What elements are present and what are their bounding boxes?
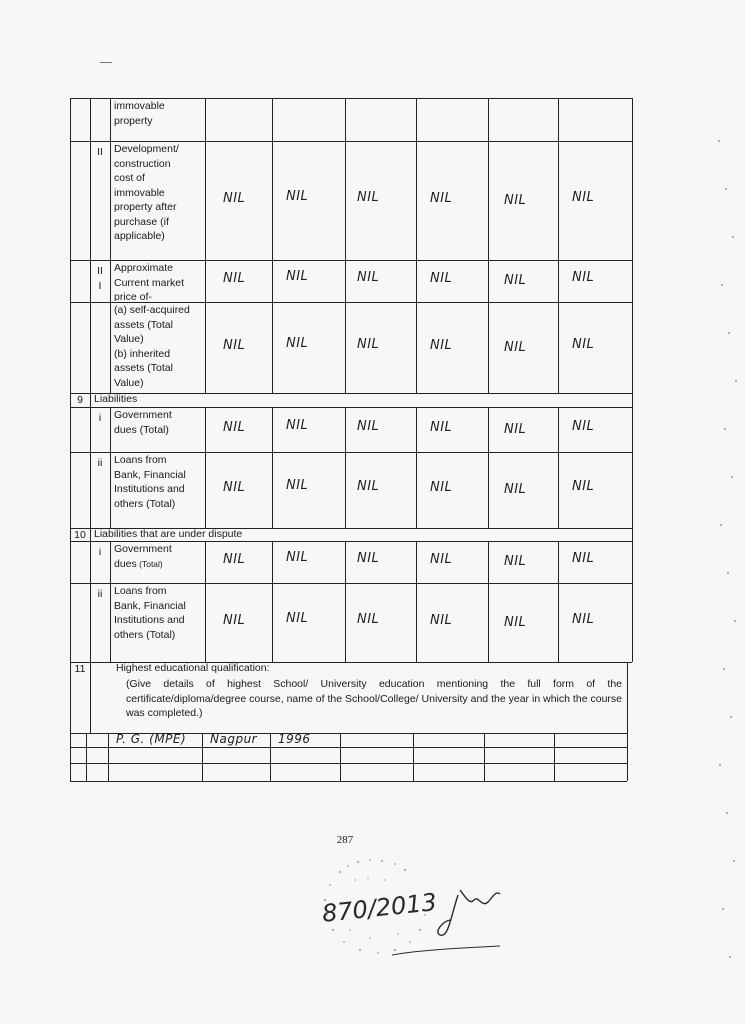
table-rule [110,407,111,452]
table-rule [416,141,417,260]
scan-speck [733,860,735,862]
table-rule [416,260,417,302]
handwritten-value: NIL [504,614,527,630]
table-rule [345,302,346,393]
handwritten-entry: 1996 [278,732,311,746]
scan-speck [729,956,731,958]
row-label: Development/ construction cost of immovable property after purchase (if applicable) [114,143,179,242]
row-number: 11 [74,663,86,675]
table-rule [90,98,91,141]
table-rule [627,662,628,733]
handwritten-value: NIL [357,479,380,494]
handwritten-value: NIL [572,479,595,494]
handwritten-value: NIL [223,337,246,353]
scan-speck [728,332,730,334]
table-rule [632,260,633,302]
table-rule [202,733,203,781]
scan-speck [730,716,732,718]
table-rule [70,763,627,764]
row-subnumber: i [98,546,102,558]
scan-speck [719,764,721,766]
scan-speck [726,812,728,814]
handwritten-value: NIL [504,421,527,437]
table-rule [70,528,71,541]
table-rule [70,452,71,528]
table-rule [345,260,346,302]
handwritten-entry: P. G. (MPE) [116,732,187,746]
table-rule [70,260,71,302]
table-rule [110,583,111,662]
handwritten-value: NIL [430,190,453,206]
table-rule [416,541,417,583]
table-rule [416,452,417,528]
table-rule [345,407,346,452]
table-rule [110,302,111,393]
scan-speck [723,668,725,670]
table-rule [488,541,489,583]
handwritten-value: NIL [357,270,380,285]
table-rule [632,141,633,260]
table-rule [488,407,489,452]
handwritten-value: NIL [430,480,453,495]
table-rule [110,452,111,528]
section-title: Highest educational qualification: [116,662,270,674]
table-rule [86,733,87,781]
handwritten-value: NIL [223,480,246,495]
scan-speck [727,572,729,574]
table-rule [488,583,489,662]
table-rule [488,452,489,528]
section-instructions: (Give details of highest School/ University education mentioning the full form of the certificate/diploma/degree course, name of the School/College/ University and the year in which the course was completed.) [126,678,622,719]
row-label-suffix: (Total) [136,558,163,569]
handwritten-value: NIL [286,417,309,433]
handwritten-value: NIL [430,552,453,567]
table-rule [488,302,489,393]
svg-text:870/2013: 870/2013 [320,888,439,928]
table-rule [70,393,71,407]
row-subnumber: II [97,146,103,158]
handwritten-value: NIL [430,419,453,435]
row-subnumber: ii [97,457,103,469]
row-label: (a) self-acquired assets (Total Value) (b) inherited assets (Total Value) [114,304,190,389]
table-rule [70,407,71,452]
row-subnumber: II I [97,265,103,292]
table-rule [488,141,489,260]
table-rule [413,733,414,781]
scan-speck [720,524,722,526]
handwritten-value: NIL [572,611,595,627]
row-label: Government dues (Total) [114,409,172,436]
table-rule [205,98,206,141]
handwritten-value: NIL [572,551,595,566]
handwritten-value: NIL [504,554,527,569]
table-rule [272,98,273,141]
handwritten-value: NIL [572,189,595,205]
table-rule [416,302,417,393]
handwritten-value: NIL [223,612,246,628]
row-subnumber: i [98,412,102,424]
handwritten-entry: Nagpur [210,732,258,746]
row-label: immovable property [114,100,165,127]
handwritten-value: NIL [286,335,309,351]
table-rule [554,733,555,781]
table-rule [632,452,633,528]
page-mark [100,62,112,63]
handwritten-value: NIL [223,552,246,567]
table-rule [484,733,485,781]
table-rule [632,302,633,393]
table-rule [416,407,417,452]
table-rule [205,541,206,583]
handwritten-value: NIL [430,612,453,628]
table-rule [345,98,346,141]
handwritten-value: NIL [504,482,527,497]
table-rule [488,98,489,141]
handwritten-value: NIL [223,419,246,435]
table-rule [70,541,71,583]
table-rule [270,733,271,781]
table-rule [205,407,206,452]
handwritten-value: NIL [572,418,595,434]
handwritten-value: NIL [504,339,527,355]
table-rule [632,541,633,583]
handwritten-value: NIL [357,418,380,434]
scan-speck [731,476,733,478]
row-number: 9 [77,394,83,406]
table-rule [205,141,206,260]
table-rule [70,583,71,662]
handwritten-value: NIL [286,610,309,626]
table-rule [632,407,633,452]
handwritten-value: NIL [504,273,527,288]
handwritten-value: NIL [357,189,380,205]
scan-speck [718,140,720,142]
row-number: 10 [74,529,86,541]
table-rule [205,583,206,662]
table-rule [108,733,109,781]
table-rule [90,662,91,733]
scan-speck [732,236,734,238]
table-rule [70,781,627,782]
row-label: Approximate Current market price of- [114,262,185,301]
table-rule [632,583,633,662]
scan-speck [725,188,727,190]
table-rule [110,541,111,583]
table-rule [110,98,111,141]
handwritten-value: NIL [286,188,309,204]
handwritten-value: NIL [357,336,380,352]
table-rule [110,260,111,302]
table-rule [340,733,341,781]
table-rule [558,98,559,141]
row-label: Loans from Bank, Financial Institutions and others (Total) [114,454,186,510]
table-rule [488,260,489,302]
table-rule [416,98,417,141]
handwritten-value: NIL [286,478,309,493]
table-rule [416,583,417,662]
scan-speck [734,620,736,622]
table-rule [90,302,91,393]
handwritten-value: NIL [357,611,380,627]
table-rule [345,141,346,260]
table-rule [70,98,71,141]
handwritten-value: NIL [430,271,453,286]
handwritten-value: NIL [430,337,453,353]
scan-speck [722,908,724,910]
table-rule [205,260,206,302]
table-rule [70,141,71,260]
handwritten-value: NIL [286,550,309,565]
table-rule [70,302,71,393]
table-rule [345,452,346,528]
row-label: Government dues (Total) [114,543,172,570]
section-heading: Liabilities that are under dispute [94,528,243,540]
stamp-and-signature [300,850,520,960]
handwritten-value: NIL [504,192,527,208]
table-rule [205,452,206,528]
section-heading: Liabilities [94,393,138,405]
scan-speck [721,284,723,286]
table-rule [632,98,633,141]
scan-speck [735,380,737,382]
row-subnumber: ii [97,588,103,600]
table-rule [345,541,346,583]
handwritten-value: NIL [223,190,246,206]
table-rule [345,583,346,662]
table-rule [110,141,111,260]
table-rule [627,733,628,781]
table-rule [205,302,206,393]
handwritten-value: NIL [357,551,380,566]
handwritten-value: NIL [572,270,595,285]
table-rule [90,393,91,407]
table-rule [70,733,71,781]
table-rule [632,393,633,407]
table-rule [90,528,91,541]
handwritten-value: NIL [223,271,246,286]
handwritten-value: NIL [286,269,309,284]
handwritten-value: NIL [572,336,595,352]
scan-speck [724,428,726,430]
table-rule [632,528,633,541]
row-label: Loans from Bank, Financial Institutions and others (Total) [114,585,186,641]
page-number: 287 [336,834,354,846]
